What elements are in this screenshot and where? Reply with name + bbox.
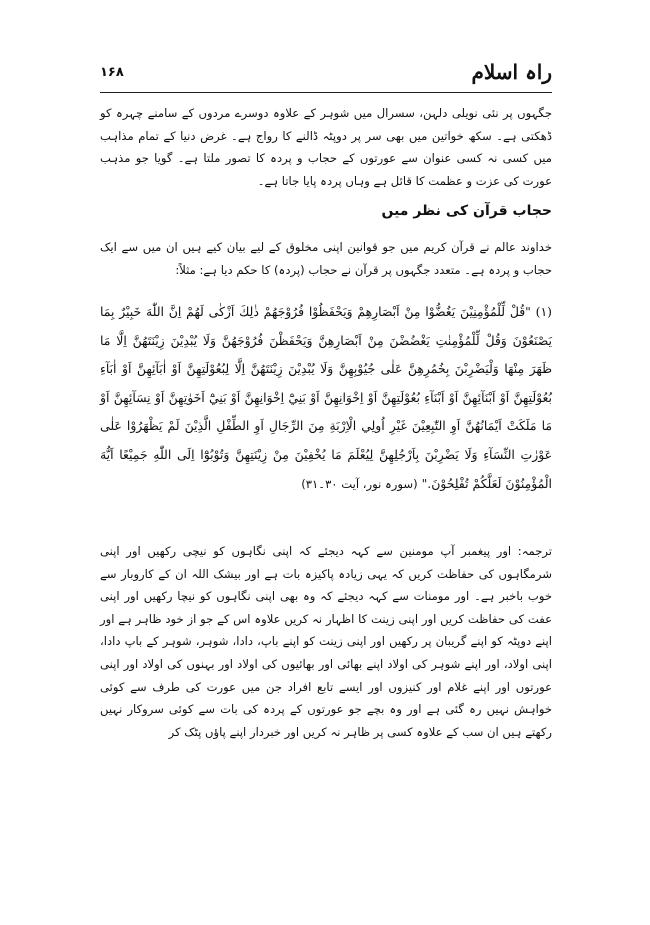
header-rule (100, 92, 552, 93)
section-heading: حجاب قرآن کی نظر میں (381, 203, 552, 219)
page-body (100, 102, 552, 743)
translation-paragraph: ترجمہ: اور پیغمبر آپ مومنین سے کہہ دیجئے کہ اپنی نگاہوں کو نیچی رکھیں اور اپنی شرمگاہوں کی حفاظت کریں کہ یہی زیادہ پاکیزہ بات ہے اور بیشک اللہ ان کے کاروبار سے خوب باخبر ہے۔ اور مومنات سے کہہ دیجئے کہ وہ بھی اپنی نگاہوں کو نیچا رکھیں اور اپنی عفت کی حفاظت کریں اور اپنی زینت کا اظہار نہ کریں علاوہ اس کے جو از خود ظاہر ہے اور اپنے دوپٹہ کو اپنے گریبان پر رکھیں اور اپنی زینت کو اپنے باپ، دادا، شوہر، شوہر کے باپ دادا، اپنی اولاد، اور اپنے شوہر کی اولاد اپنے بھائی اور بھائیوں کی اولاد اور بہنوں کی اولاد اور اپنی عورتوں اور اپنے غلام اور کنیزوں اور ایسے تابع افراد جن میں عورت کی طرف سے کوئی خواہش نہیں رہ گئی ہے اور وہ بچے جو عورتوں کے پردہ کی بات سے کوئی سروکار نہیں رکھتے ہیں ان سب کے علاوہ کسی پر ظاہر نہ کریں اور خبردار اپنے پاؤں پٹک کر (100, 544, 552, 739)
page-number: ۱۶۸ (100, 65, 124, 80)
running-title: راہ اسلام (471, 60, 552, 84)
verse-text: "قُلْ لِّلْمُؤْمِنِيْنَ يَغُضُّوْا مِنْ اَبْصَارِهِمْ وَيَحْفَظُوْا فُرُوْجَهُمْ ذٰلِكَ اَزْكٰى لَهُمْ اِنَّ اللّٰهَ خَبِيْرٌ بِمَا يَصْنَعُوْنَ وَقُلْ لِّلْمُؤْمِنٰتِ يَغْضُضْنَ مِنْ اَبْصَارِهِنَّ وَيَحْفَظْنَ فُرُوْجَهُنَّ وَلَا يُبْدِيْنَ زِيْنَتَهُنَّ اِلَّا مَا ظَهَرَ مِنْهَا وَلْيَضْرِبْنَ بِخُمُرِهِنَّ عَلٰى جُيُوْبِهِنَّ وَلَا يُبْدِيْنَ زِيْنَتَهُنَّ اِلَّا لِبُعُوْلَتِهِنَّ اَوْ اٰبَآئِهِنَّ اَوْ اٰبَآءِ بُعُوْلَتِهِنَّ اَوْ اَبْنَآئِهِنَّ اَوْ اَبْنَآءِ بُعُوْلَتِهِنَّ اَوْ اِخْوَانِهِنَّ اَوْ بَنِيْٓ اِخْوَانِهِنَّ اَوْ بَنِيْٓ اَخَوٰتِهِنَّ اَوْ نِسَآئِهِنَّ اَوْ مَا مَلَكَتْ اَيْمَانُهُنَّ اَوِ التّٰبِعِيْنَ غَيْرِ اُولِي الْاِرْبَةِ مِنَ الرِّجَالِ اَوِ الطِّفْلِ الَّذِيْنَ لَمْ يَظْهَرُوْا عَلٰى عَوْرٰتِ النِّسَآءِ وَلَا يَضْرِبْنَ بِاَرْجُلِهِنَّ لِيُعْلَمَ مَا يُخْفِيْنَ مِنْ زِيْنَتِهِنَّ وَتُوْبُوْٓا اِلَى اللّٰهِ جَمِيْعًا اَيُّهَ الْمُؤْمِنُوْنَ لَعَلَّكُمْ تُفْلِحُوْنَ." (100, 304, 552, 491)
page-header (100, 58, 552, 90)
verse-reference: (سورہ نور، آیت ۳۰۔۳۱) (301, 476, 418, 491)
intro-paragraph: جگہوں پر نئی نویلی دلہن، سسرال میں شوہر کے علاوہ دوسرے مردوں کے سامنے چہرہ کو ڈھکتی ہے۔ سکھ خواتین میں بھی سر پر دوپٹہ ڈالنے کا رواج ہے۔ غرض دنیا کے تمام مذاہب میں کسی نہ کسی عنوان سے عورتوں کے حجاب و پردہ کا تصور ملتا ہے۔ گویا جو مذہب عورت کی عزت و عظمت کا قائل ہے وہاں پردہ پایا جاتا ہے۔ (100, 106, 552, 188)
verse-number: (۱) (535, 304, 552, 319)
section-intro-paragraph: خداوند عالم نے قرآن کریم میں جو قوانین اپنی مخلوق کے لیے بیان کیے ہیں ان میں سے ایک حجاب و پردہ ہے۔ متعدد جگہوں پر قرآن نے حجاب (پردہ) کا حکم دیا ہے: مثلاً: (100, 240, 552, 277)
quran-verse (100, 298, 552, 520)
